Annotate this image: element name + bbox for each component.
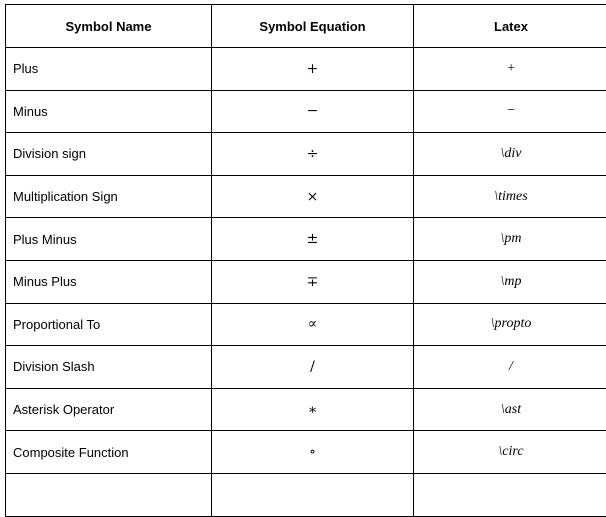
latex-cell: − <box>414 90 606 133</box>
table-header <box>6 5 606 48</box>
table-row <box>6 303 606 346</box>
symbol-equation-cell: ± <box>212 218 414 261</box>
symbol-equation-cell: − <box>212 90 414 133</box>
symbol-name-cell: Division Slash <box>6 346 212 389</box>
table-row <box>6 90 606 133</box>
table-row <box>6 260 606 303</box>
symbol-equation-cell: ∝ <box>212 303 414 346</box>
symbol-name-cell: Plus <box>6 48 212 91</box>
table-row <box>6 431 606 474</box>
header-row <box>6 5 606 48</box>
empty-cell <box>212 473 414 516</box>
table-row <box>6 218 606 261</box>
table-body <box>6 48 606 517</box>
symbol-equation-cell: × <box>212 175 414 218</box>
latex-cell: / <box>414 346 606 389</box>
header-latex: Latex <box>414 5 606 48</box>
table-row <box>6 133 606 176</box>
table-row <box>6 175 606 218</box>
latex-cell: \mp <box>414 260 606 303</box>
symbol-equation-cell: ∘ <box>212 431 414 474</box>
latex-cell: \times <box>414 175 606 218</box>
table-row <box>6 48 606 91</box>
symbol-name-cell: Composite Function <box>6 431 212 474</box>
header-symbol-equation: Symbol Equation <box>212 5 414 48</box>
latex-cell: \ast <box>414 388 606 431</box>
latex-cell: \circ <box>414 431 606 474</box>
symbol-equation-cell: + <box>212 48 414 91</box>
symbol-name-cell: Multiplication Sign <box>6 175 212 218</box>
symbol-name-cell: Plus Minus <box>6 218 212 261</box>
symbol-equation-cell: ÷ <box>212 133 414 176</box>
symbol-name-cell: Division sign <box>6 133 212 176</box>
table-row <box>6 388 606 431</box>
symbols-table <box>5 4 606 517</box>
table-row <box>6 346 606 389</box>
symbol-name-cell: Minus <box>6 90 212 133</box>
header-symbol-name: Symbol Name <box>6 5 212 48</box>
table-row-cut-off <box>6 473 606 516</box>
symbol-name-cell: Proportional To <box>6 303 212 346</box>
empty-cell <box>6 473 212 516</box>
symbol-equation-cell: / <box>212 346 414 389</box>
latex-cell: + <box>414 48 606 91</box>
empty-cell <box>414 473 606 516</box>
symbol-name-cell: Asterisk Operator <box>6 388 212 431</box>
symbol-equation-cell: ∗ <box>212 388 414 431</box>
latex-cell: \div <box>414 133 606 176</box>
symbol-equation-cell: ∓ <box>212 260 414 303</box>
symbol-name-cell: Minus Plus <box>6 260 212 303</box>
latex-cell: \pm <box>414 218 606 261</box>
latex-cell: \propto <box>414 303 606 346</box>
